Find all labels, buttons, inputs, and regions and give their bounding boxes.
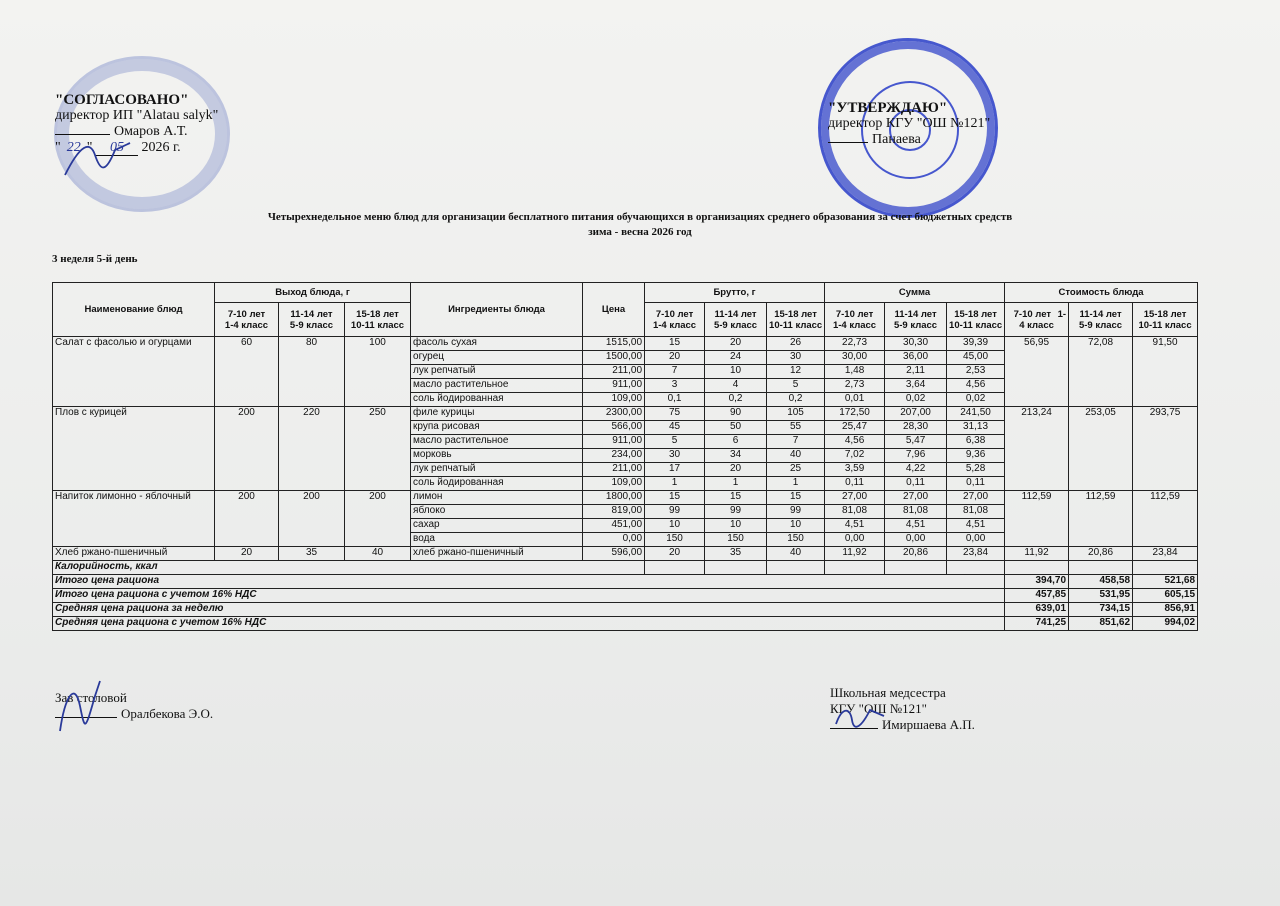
- summary-label: Средняя цена рациона за неделю: [53, 603, 1005, 617]
- approved-name: Панаева: [872, 132, 921, 147]
- output-cell: 60: [215, 337, 279, 407]
- table-row: [53, 337, 1198, 351]
- price-cell: 109,00: [583, 477, 645, 491]
- calories-value: [825, 561, 885, 575]
- gross-cell: 25: [767, 463, 825, 477]
- price-cell: 234,00: [583, 449, 645, 463]
- header-gross: Брутто, г: [645, 283, 825, 303]
- calories-value: [767, 561, 825, 575]
- gross-cell: 7: [645, 365, 705, 379]
- summary-row: [53, 603, 1198, 617]
- table-row: [53, 547, 1198, 561]
- price-cell: 0,00: [583, 533, 645, 547]
- signature-canteen: [50, 676, 110, 736]
- week-label: 3 неделя 5-й день: [52, 253, 138, 265]
- gross-cell: 20: [645, 547, 705, 561]
- summary-value: 734,15: [1069, 603, 1133, 617]
- sum-cell: 0,00: [825, 533, 885, 547]
- date-month: 05: [96, 140, 138, 156]
- output-cell: 200: [215, 491, 279, 547]
- sum-cell: 81,08: [825, 505, 885, 519]
- cost-cell: 293,75: [1133, 407, 1198, 491]
- summary-row: [53, 617, 1198, 631]
- gross-cell: 20: [645, 351, 705, 365]
- ingredient-cell: масло растительное: [411, 435, 583, 449]
- gross-cell: 10: [767, 519, 825, 533]
- cost-cell: 91,50: [1133, 337, 1198, 407]
- header-age-label: 15-18 лет: [774, 308, 817, 320]
- calories-value: [1133, 561, 1198, 575]
- header-output: Выход блюда, г: [215, 283, 411, 303]
- sum-cell: 2,11: [885, 365, 947, 379]
- gross-cell: 15: [705, 491, 767, 505]
- sum-cell: 0,02: [885, 393, 947, 407]
- price-cell: 596,00: [583, 547, 645, 561]
- header-age-label: 7-10 лет: [1013, 308, 1051, 320]
- gross-cell: 35: [705, 547, 767, 561]
- summary-label: Итого цена рациона: [53, 575, 1005, 589]
- table-row: [53, 491, 1198, 505]
- dish-name-cell: Салат с фасолью и огурцами: [53, 337, 215, 407]
- sum-cell: 5,28: [947, 463, 1005, 477]
- calories-value: [705, 561, 767, 575]
- summary-value: 605,15: [1133, 589, 1198, 603]
- calories-value: [885, 561, 947, 575]
- approved-label: "УТВЕРЖДАЮ": [828, 100, 948, 116]
- gross-cell: 99: [705, 505, 767, 519]
- header-output-age-2: [279, 303, 345, 337]
- output-cell: 80: [279, 337, 345, 407]
- gross-cell: 6: [705, 435, 767, 449]
- gross-cell: 1: [705, 477, 767, 491]
- sum-cell: 0,00: [885, 533, 947, 547]
- header-gross-age-1: [645, 303, 705, 337]
- header-class-label: 10-11 класс: [1138, 319, 1192, 331]
- header-class-label: 1-4 класс: [652, 319, 697, 331]
- sum-cell: 7,02: [825, 449, 885, 463]
- sum-cell: 36,00: [885, 351, 947, 365]
- sum-cell: 172,50: [825, 407, 885, 421]
- table-row: [53, 407, 1198, 421]
- price-cell: 1515,00: [583, 337, 645, 351]
- price-cell: 1500,00: [583, 351, 645, 365]
- gross-cell: 5: [767, 379, 825, 393]
- header-sum-age-1: [825, 303, 885, 337]
- ingredient-cell: лук репчатый: [411, 365, 583, 379]
- header-age-label: 11-14 лет: [290, 308, 333, 320]
- calories-row: [53, 561, 1198, 575]
- header-output-age-3: [345, 303, 411, 337]
- output-cell: 200: [279, 491, 345, 547]
- header-class-label: 5-9 класс: [1078, 319, 1123, 331]
- header-class-label: 10-11 класс: [769, 319, 823, 331]
- approved-position: директор КГУ "ОШ №121": [828, 116, 991, 131]
- approved-block: [828, 100, 990, 148]
- cost-cell: 20,86: [1069, 547, 1133, 561]
- ingredient-cell: соль йодированная: [411, 393, 583, 407]
- gross-cell: 50: [705, 421, 767, 435]
- gross-cell: 20: [705, 337, 767, 351]
- sum-cell: 81,08: [885, 505, 947, 519]
- summary-value: 856,91: [1133, 603, 1198, 617]
- calories-value: [1005, 561, 1069, 575]
- price-cell: 109,00: [583, 393, 645, 407]
- date-day: 22: [66, 140, 81, 155]
- price-cell: 211,00: [583, 365, 645, 379]
- title-line-1: Четырехнедельное меню блюд для организации бесплатного питания обучающихся в организациях среднего образования за счет бюджетных средств: [267, 211, 1013, 223]
- gross-cell: 34: [705, 449, 767, 463]
- price-cell: 566,00: [583, 421, 645, 435]
- header-class-label: 4 класс: [1019, 319, 1054, 331]
- header-class-label: 10-11 класс: [949, 319, 1003, 331]
- sum-cell: 4,51: [947, 519, 1005, 533]
- agreed-date: " 22 " 05 2026 г.: [55, 140, 181, 155]
- sum-cell: 4,56: [825, 435, 885, 449]
- sum-cell: 30,30: [885, 337, 947, 351]
- ingredient-cell: крупа рисовая: [411, 421, 583, 435]
- gross-cell: 0,2: [767, 393, 825, 407]
- sum-cell: 27,00: [885, 491, 947, 505]
- sum-cell: 241,50: [947, 407, 1005, 421]
- sum-cell: 9,36: [947, 449, 1005, 463]
- sum-cell: 25,47: [825, 421, 885, 435]
- sum-cell: 4,51: [825, 519, 885, 533]
- sum-cell: 11,92: [825, 547, 885, 561]
- cost-cell: 56,95: [1005, 337, 1069, 407]
- sum-cell: 20,86: [885, 547, 947, 561]
- gross-cell: 7: [767, 435, 825, 449]
- gross-cell: 99: [767, 505, 825, 519]
- ingredient-cell: хлеб ржано-пшеничный: [411, 547, 583, 561]
- output-cell: 200: [345, 491, 411, 547]
- summary-value: 639,01: [1005, 603, 1069, 617]
- gross-cell: 24: [705, 351, 767, 365]
- gross-cell: 30: [645, 449, 705, 463]
- gross-cell: 3: [645, 379, 705, 393]
- ingredient-cell: филе курицы: [411, 407, 583, 421]
- title-line-2: зима - весна 2026 год: [588, 226, 692, 238]
- gross-cell: 10: [705, 365, 767, 379]
- output-cell: 20: [215, 547, 279, 561]
- header-age-label: 15-18 лет: [1143, 308, 1187, 320]
- sum-cell: 31,13: [947, 421, 1005, 435]
- gross-cell: 150: [705, 533, 767, 547]
- ingredient-cell: огурец: [411, 351, 583, 365]
- header-class-label: 5-9 класс: [713, 319, 758, 331]
- header-ingredients: Ингредиенты блюда: [411, 283, 583, 337]
- dish-name-cell: Плов с курицей: [53, 407, 215, 491]
- sum-cell: 39,39: [947, 337, 1005, 351]
- agreed-position: директор ИП "Alatau salyk": [55, 108, 219, 123]
- ingredient-cell: вода: [411, 533, 583, 547]
- sum-cell: 1,48: [825, 365, 885, 379]
- sum-cell: 0,01: [825, 393, 885, 407]
- cost-cell: 72,08: [1069, 337, 1133, 407]
- ingredient-cell: сахар: [411, 519, 583, 533]
- summary-value: 994,02: [1133, 617, 1198, 631]
- gross-cell: 99: [645, 505, 705, 519]
- signature-director: [60, 135, 150, 180]
- header-cost-age-2: [1069, 303, 1133, 337]
- header-sum-age-3: [947, 303, 1005, 337]
- header-cost-age-3: [1133, 303, 1198, 337]
- header-class-label: 5-9 класс: [893, 319, 938, 331]
- cost-cell: 112,59: [1069, 491, 1133, 547]
- price-cell: 911,00: [583, 435, 645, 449]
- gross-cell: 20: [705, 463, 767, 477]
- header-gross-age-3: [767, 303, 825, 337]
- dish-name-cell: Хлеб ржано-пшеничный: [53, 547, 215, 561]
- sum-cell: 4,56: [947, 379, 1005, 393]
- gross-cell: 10: [705, 519, 767, 533]
- cost-cell: 11,92: [1005, 547, 1069, 561]
- header-age-label: 11-14 лет: [894, 308, 937, 320]
- price-cell: 211,00: [583, 463, 645, 477]
- output-cell: 100: [345, 337, 411, 407]
- ingredient-cell: масло растительное: [411, 379, 583, 393]
- price-cell: 2300,00: [583, 407, 645, 421]
- sum-cell: 45,00: [947, 351, 1005, 365]
- output-cell: 250: [345, 407, 411, 491]
- header-cost-age-1: [1005, 303, 1069, 337]
- summary-value: 521,68: [1133, 575, 1198, 589]
- gross-cell: 17: [645, 463, 705, 477]
- header-sum-age-2: [885, 303, 947, 337]
- sum-cell: 207,00: [885, 407, 947, 421]
- gross-cell: 0,1: [645, 393, 705, 407]
- document-title: [150, 210, 1130, 240]
- output-cell: 40: [345, 547, 411, 561]
- sum-cell: 2,73: [825, 379, 885, 393]
- price-cell: 451,00: [583, 519, 645, 533]
- nurse-org: КГУ "ОШ №121": [830, 701, 927, 716]
- sum-cell: 0,00: [947, 533, 1005, 547]
- header-age-label: 11-14 лет: [714, 308, 757, 320]
- sum-cell: 2,53: [947, 365, 1005, 379]
- gross-cell: 1: [767, 477, 825, 491]
- canteen-name: Оралбекова Э.О.: [121, 706, 214, 721]
- ingredient-cell: морковь: [411, 449, 583, 463]
- sum-cell: 23,84: [947, 547, 1005, 561]
- header-age-label: 7-10 лет: [227, 308, 266, 320]
- summary-label: Итого цена рациона с учетом 16% НДС: [53, 589, 1005, 603]
- sum-cell: 3,59: [825, 463, 885, 477]
- ingredient-cell: лук репчатый: [411, 463, 583, 477]
- gross-cell: 0,2: [705, 393, 767, 407]
- calories-value: [1069, 561, 1133, 575]
- sum-cell: 30,00: [825, 351, 885, 365]
- gross-cell: 40: [767, 547, 825, 561]
- header-age-label: 11-14 лет: [1079, 308, 1122, 320]
- gross-cell: 75: [645, 407, 705, 421]
- header-class-label: 1-4 класс: [832, 319, 877, 331]
- header-age-label: 7-10 лет: [655, 308, 694, 320]
- cost-cell: 112,59: [1005, 491, 1069, 547]
- summary-value: 457,85: [1005, 589, 1069, 603]
- sum-cell: 4,51: [885, 519, 947, 533]
- menu-table: [52, 282, 1198, 631]
- header-cost: Стоимость блюда: [1005, 283, 1198, 303]
- canteen-position: Зав столовой: [55, 690, 127, 705]
- approved-name-line: [828, 132, 990, 148]
- agreed-label: "СОГЛАСОВАНО": [55, 92, 189, 108]
- calories-label: Калорийность, ккал: [53, 561, 645, 575]
- sum-cell: 27,00: [947, 491, 1005, 505]
- sum-cell: 28,30: [885, 421, 947, 435]
- gross-cell: 90: [705, 407, 767, 421]
- cost-cell: 112,59: [1133, 491, 1198, 547]
- summary-label: Средняя цена рациона с учетом 16% НДС: [53, 617, 1005, 631]
- header-age-label: 7-10 лет: [835, 308, 874, 320]
- gross-cell: 15: [645, 491, 705, 505]
- summary-value: 851,62: [1069, 617, 1133, 631]
- nurse-position: Школьная медсестра: [830, 685, 946, 700]
- summary-value: 741,25: [1005, 617, 1069, 631]
- output-cell: 200: [215, 407, 279, 491]
- cost-cell: 253,05: [1069, 407, 1133, 491]
- ingredient-cell: соль йодированная: [411, 477, 583, 491]
- price-cell: 911,00: [583, 379, 645, 393]
- sum-cell: 22,73: [825, 337, 885, 351]
- gross-cell: 55: [767, 421, 825, 435]
- summary-value: 458,58: [1069, 575, 1133, 589]
- gross-cell: 12: [767, 365, 825, 379]
- header-class-label: 5-9 класс: [289, 319, 334, 331]
- cost-cell: 213,24: [1005, 407, 1069, 491]
- output-cell: 35: [279, 547, 345, 561]
- gross-cell: 45: [645, 421, 705, 435]
- header-cost-split: 1-: [1057, 308, 1067, 320]
- summary-value: 531,95: [1069, 589, 1133, 603]
- gross-cell: 5: [645, 435, 705, 449]
- header-output-age-1: [215, 303, 279, 337]
- gross-cell: 40: [767, 449, 825, 463]
- ingredient-cell: яблоко: [411, 505, 583, 519]
- header-age-label: 15-18 лет: [954, 308, 997, 320]
- calories-value: [947, 561, 1005, 575]
- nurse-name: Имиршаева А.П.: [882, 717, 975, 732]
- header-class-label: 1-4 класс: [224, 319, 269, 331]
- gross-cell: 150: [645, 533, 705, 547]
- gross-cell: 4: [705, 379, 767, 393]
- sum-cell: 0,02: [947, 393, 1005, 407]
- price-cell: 819,00: [583, 505, 645, 519]
- output-cell: 220: [279, 407, 345, 491]
- dish-name-cell: Напиток лимонно - яблочный: [53, 491, 215, 547]
- summary-row: [53, 575, 1198, 589]
- gross-cell: 1: [645, 477, 705, 491]
- sum-cell: 6,38: [947, 435, 1005, 449]
- header-dish-name: Наименование блюд: [53, 283, 215, 337]
- header-age-label: 15-18 лет: [356, 308, 399, 320]
- ingredient-cell: фасоль сухая: [411, 337, 583, 351]
- sum-cell: 3,64: [885, 379, 947, 393]
- cost-cell: 23,84: [1133, 547, 1198, 561]
- sum-cell: 81,08: [947, 505, 1005, 519]
- ingredient-cell: лимон: [411, 491, 583, 505]
- gross-cell: 105: [767, 407, 825, 421]
- gross-cell: 15: [767, 491, 825, 505]
- summary-row: [53, 589, 1198, 603]
- header-class-label: 10-11 класс: [350, 319, 405, 331]
- agreed-name: Омаров А.Т.: [114, 124, 188, 139]
- sum-cell: 5,47: [885, 435, 947, 449]
- gross-cell: 150: [767, 533, 825, 547]
- gross-cell: 30: [767, 351, 825, 365]
- sum-cell: 0,11: [947, 477, 1005, 491]
- gross-cell: 15: [645, 337, 705, 351]
- date-year: 2026 г.: [141, 140, 181, 155]
- calories-value: [645, 561, 705, 575]
- price-cell: 1800,00: [583, 491, 645, 505]
- gross-cell: 10: [645, 519, 705, 533]
- signature-nurse: [832, 702, 892, 730]
- sum-cell: 0,11: [885, 477, 947, 491]
- sum-cell: 0,11: [825, 477, 885, 491]
- header-price: Цена: [583, 283, 645, 337]
- sum-cell: 7,96: [885, 449, 947, 463]
- header-sum: Сумма: [825, 283, 1005, 303]
- sum-cell: 27,00: [825, 491, 885, 505]
- gross-cell: 26: [767, 337, 825, 351]
- header-gross-age-2: [705, 303, 767, 337]
- summary-value: 394,70: [1005, 575, 1069, 589]
- sum-cell: 4,22: [885, 463, 947, 477]
